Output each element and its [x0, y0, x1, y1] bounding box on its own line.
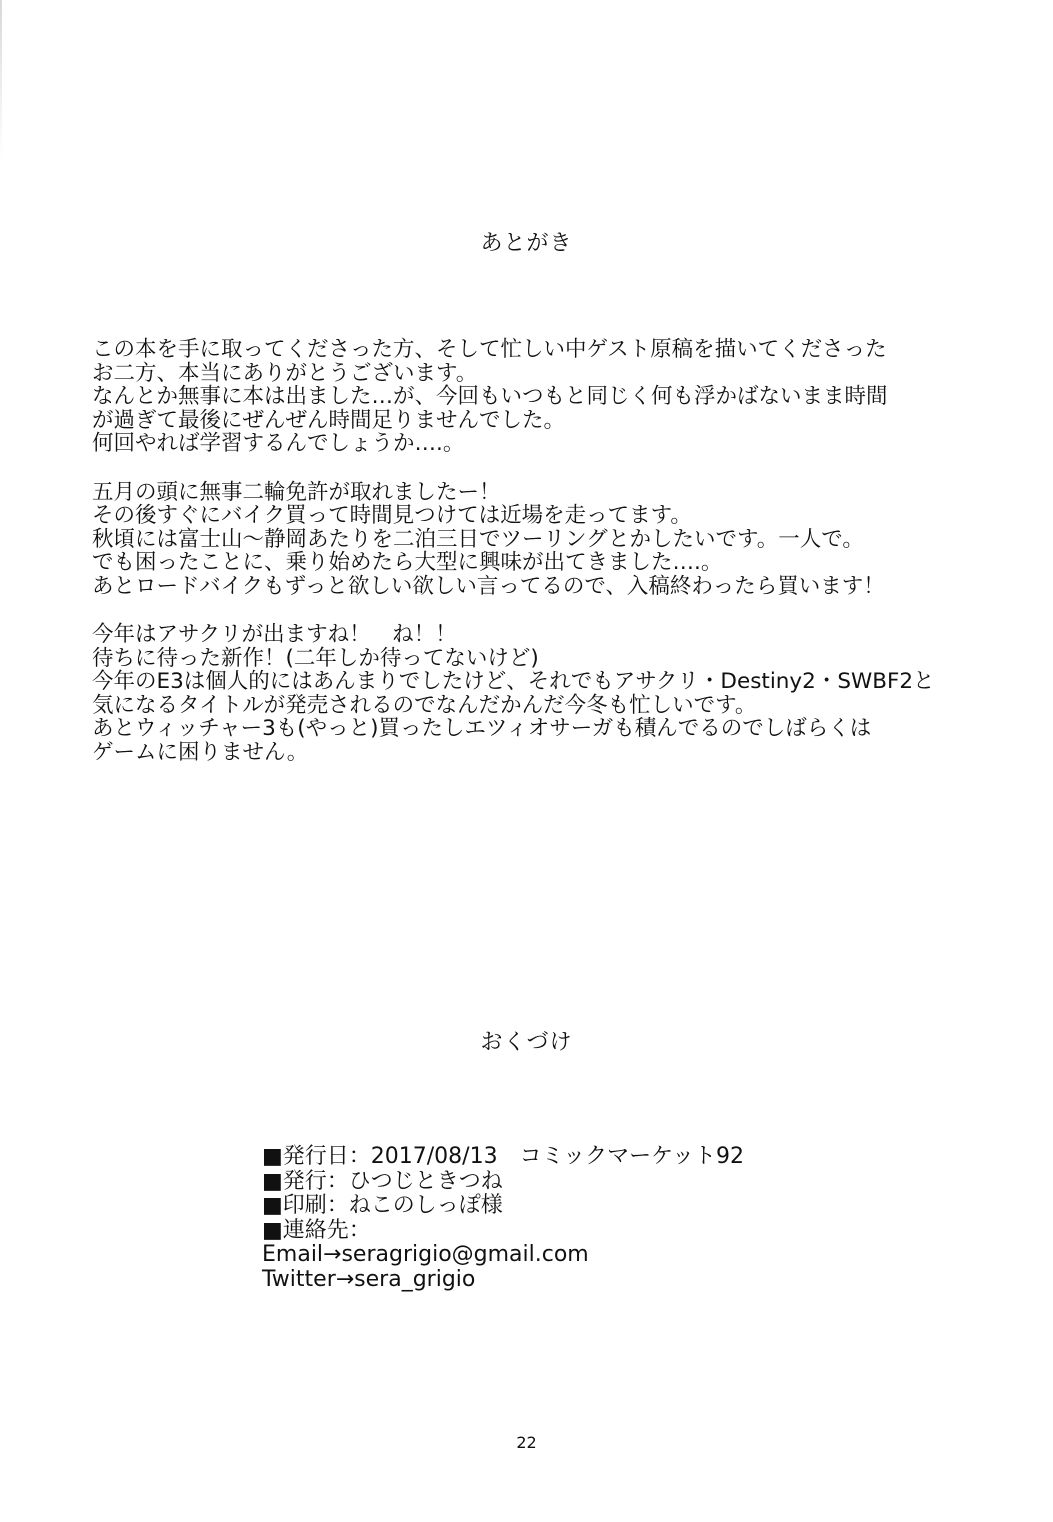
page-number: 22	[516, 1433, 537, 1452]
colophon-email: Email→seragrigio@gmail.com	[262, 1242, 589, 1267]
text-line: が過ぎて最後にぜんぜん時間足りませんでした。	[92, 407, 566, 433]
text-line: 今年のE3は個人的にはあんまりでしたけど、それでもアサクリ・Destiny2・SWBF2と	[92, 669, 935, 694]
afterword-paragraph-thanks	[92, 338, 992, 456]
text-line: 五月の頭に無事二輪免許が取れましたー！	[92, 479, 501, 505]
colophon-publisher: ■発行：ひつじときつね	[262, 1168, 503, 1194]
colophon-body	[262, 1145, 862, 1292]
text-line: その後すぐにバイク買って時間見つけては近場を走ってます。	[92, 503, 692, 528]
afterword-paragraph-bike	[92, 481, 992, 599]
colophon-printer: ■印刷：ねこのしっぽ様	[262, 1193, 503, 1218]
afterword-paragraph-games	[92, 623, 992, 764]
text-line: この本を手に取ってくださった方、そして忙しい中ゲスト原稿を描いてくださった	[92, 337, 887, 362]
text-line: 何回やれば学習するんでしょうか….。	[92, 431, 465, 456]
text-line: 気になるタイトルが発売されるのでなんだかんだ今冬も忙しいです。	[92, 692, 757, 718]
colophon-contact-label: ■連絡先：	[262, 1217, 371, 1243]
page-edge-shadow	[0, 0, 2, 160]
afterword-body	[92, 338, 992, 789]
colophon-twitter: Twitter→sera_grigio	[262, 1266, 476, 1292]
text-line: ゲームに困りません。	[92, 739, 309, 765]
text-line: でも困ったことに、乗り始めたら大型に興味が出てきました….。	[92, 550, 723, 575]
text-line: あとロードバイクもずっと欲しい欲しい言ってるので、入稿終わったら買います！	[92, 573, 885, 599]
text-line: あとウィッチャー3も(やっと)買ったしエツィオサーガも積んでるのでしばらくは	[92, 716, 872, 741]
text-line: お二方、本当にありがとうございます。	[92, 360, 478, 386]
afterword-title: あとがき	[480, 231, 573, 256]
colophon-title: おくづけ	[480, 1030, 573, 1055]
text-line: なんとか無事に本は出ました…が、今回もいつもと同じく何も浮かばないまま時間	[92, 384, 888, 409]
colophon-issue-date: ■発行日：2017/08/13 コミックマーケット92	[262, 1144, 745, 1169]
text-line: 待ちに待った新作！(二年しか待ってないけど)	[92, 645, 539, 671]
text-line: 秋頃には富士山～静岡あたりを二泊三日でツーリングとかしたいです。一人で。	[92, 526, 864, 552]
text-line: 今年はアサクリが出ますね！ ね！！	[92, 622, 457, 647]
